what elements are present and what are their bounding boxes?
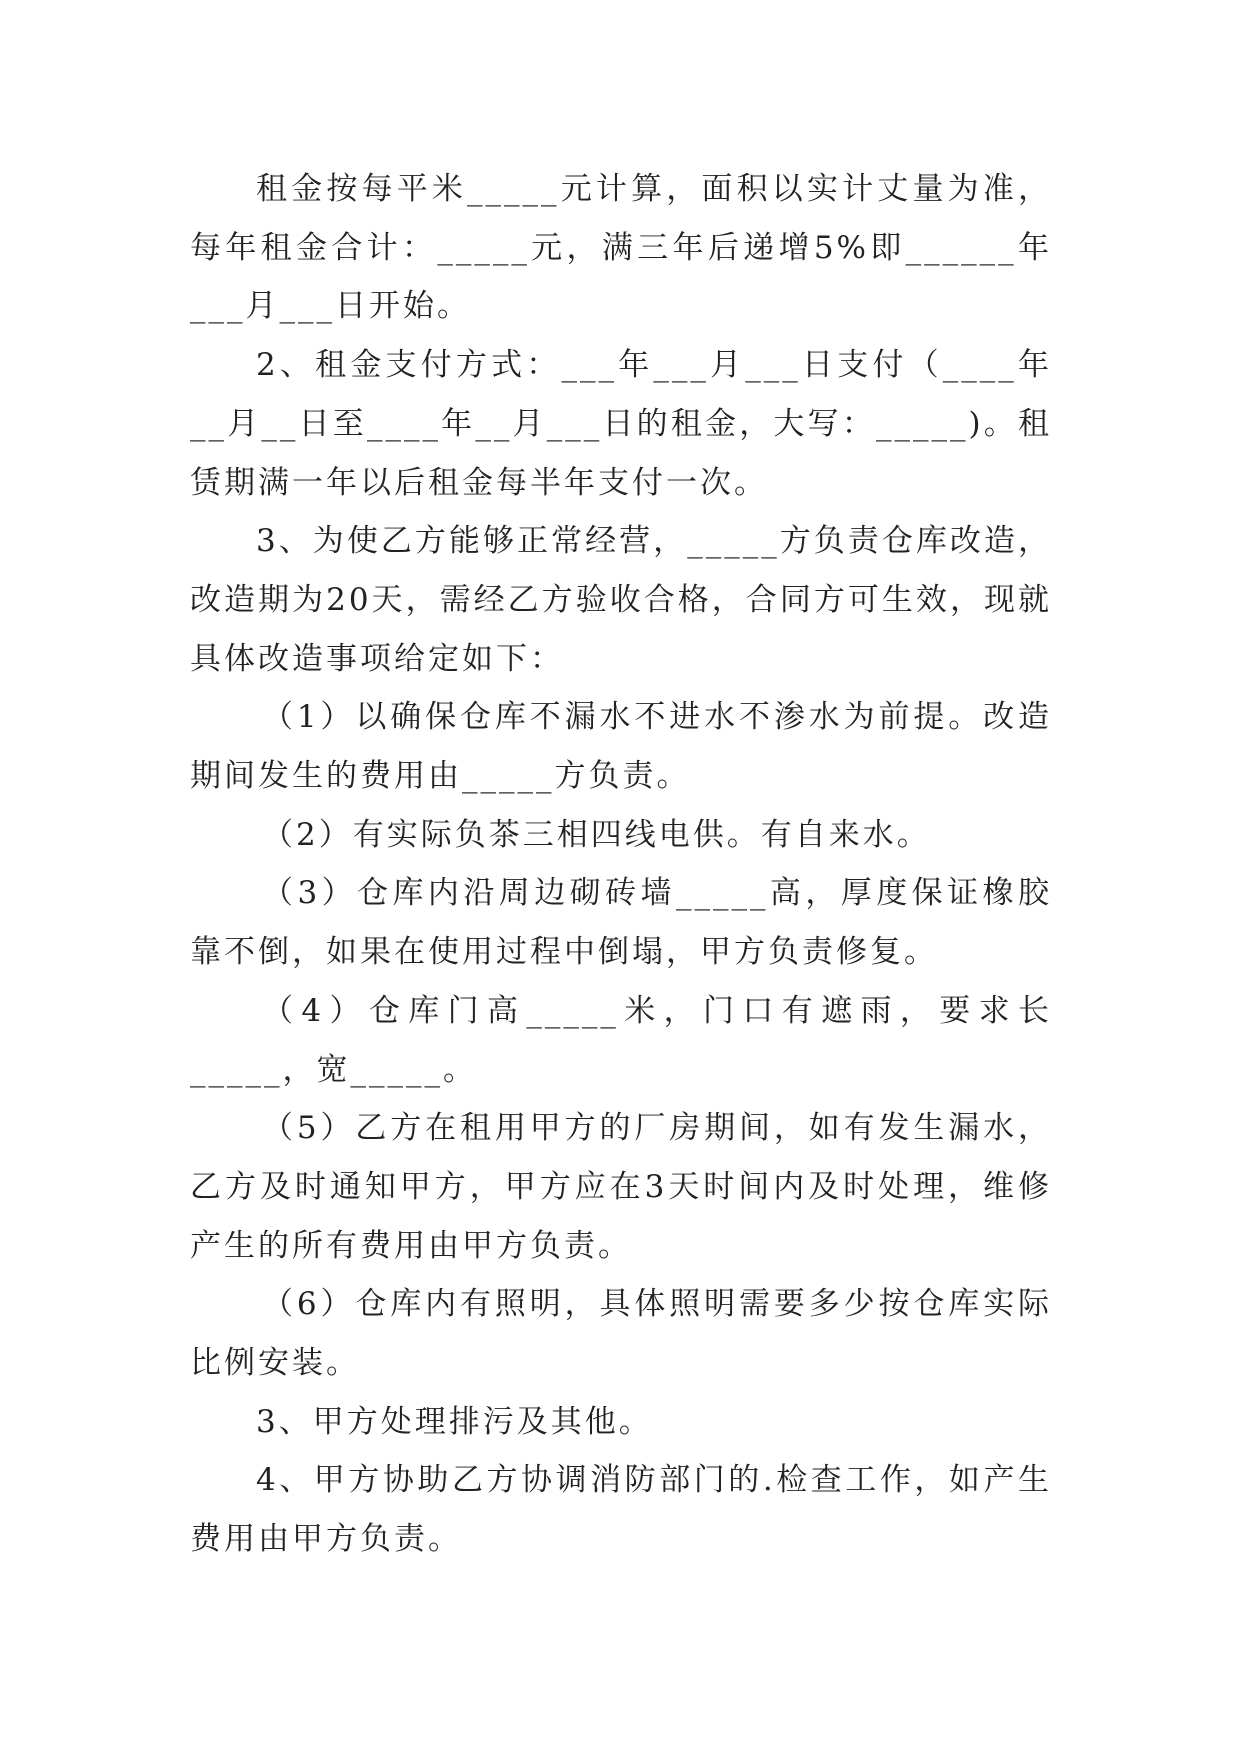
paragraph-item-5: （5）乙方在租用甲方的厂房期间，如有发生漏水，乙方及时通知甲方，甲方应在3天时间内及时处理，维修产生的所有费用由甲方负责。	[190, 1110, 1052, 1264]
paragraph-fire-inspection: 4、甲方协助乙方协调消防部门的.检查工作，如产生费用由甲方负责。	[190, 1462, 1052, 1558]
paragraph-renovation: 3、为使乙方能够正常经营，_____方负责仓库改造，改造期为20天，需经乙方验收合格，合同方可生效，现就具体改造事项给定如下：	[190, 523, 1052, 677]
paragraph-item-6: （6）仓库内有照明，具体照明需要多少按仓库实际比例安装。	[190, 1286, 1052, 1382]
paragraph-rent-calculation: 租金按每平米_____元计算，面积以实计丈量为准，每年租金合计：_____元，满三年后递增5%即______年___月___日开始。	[190, 171, 1052, 325]
paragraph-item-1: （1）以确保仓库不漏水不进水不渗水为前提。改造期间发生的费用由_____方负责。	[190, 699, 1052, 795]
paragraph-payment-method: 2、租金支付方式：___年___月___日支付（____年__月__日至____年__月___日的租金，大写：_____)。租赁期满一年以后租金每半年支付一次。	[190, 347, 1052, 501]
paragraph-item-4: （4）仓库门高_____米，门口有遮雨，要求长_____，宽_____。	[190, 992, 1052, 1088]
paragraph-sewage: 3、甲方处理排污及其他。	[256, 1403, 653, 1440]
paragraph-item-2: （2）有实际负茶三相四线电供。有自来水。	[262, 816, 931, 853]
document-body	[190, 160, 1052, 1569]
paragraph-item-3: （3）仓库内沿周边砌砖墙_____高，厚度保证橡胶靠不倒，如果在使用过程中倒塌，甲方负责修复。	[190, 875, 1052, 971]
